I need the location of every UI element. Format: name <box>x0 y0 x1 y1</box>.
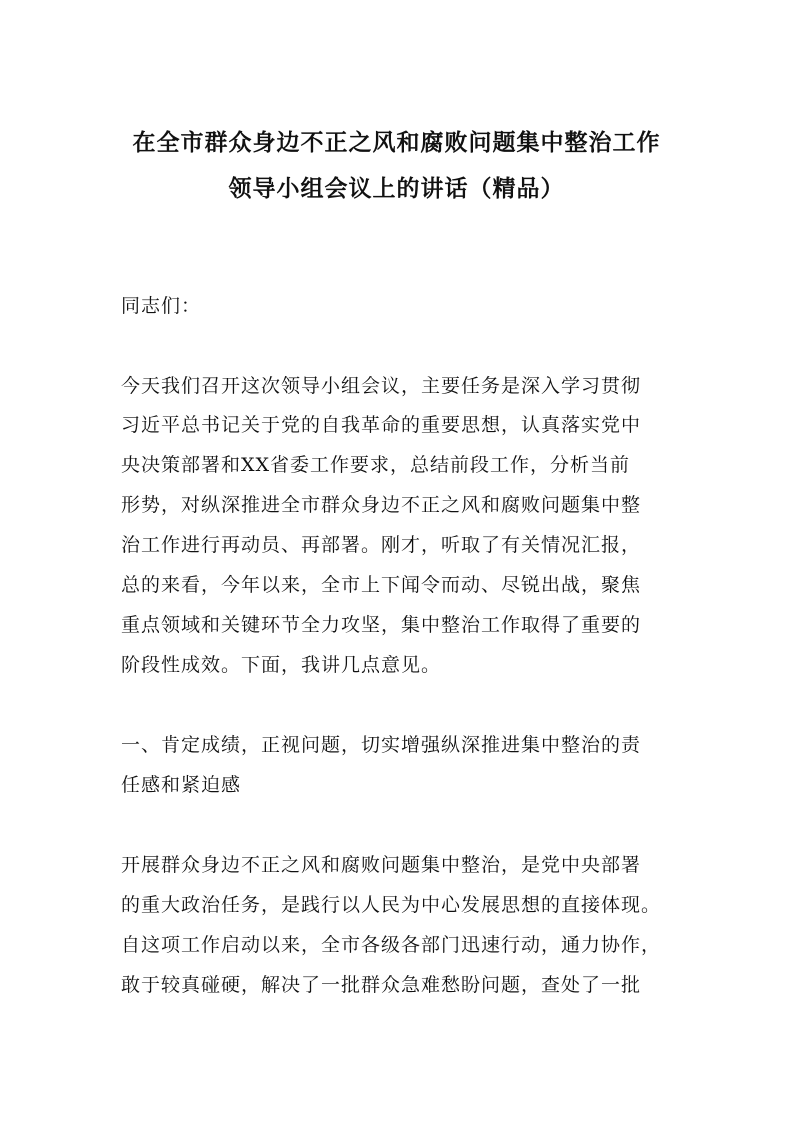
paragraph-1-line: 央决策部署和XX省委工作要求，总结前段工作，分析当前 <box>121 454 631 476</box>
paragraph-1-line: 习近平总书记关于党的自我革命的重要思想，认真落实党中 <box>121 414 642 436</box>
paragraph-2-line: 的重大政治任务，是践行以人民为中心发展思想的直接体现。 <box>121 894 662 916</box>
paragraph-2-line: 敢于较真碰硬，解决了一批群众急难愁盼问题，查处了一批 <box>121 974 642 996</box>
paragraph-1-line: 总的来看，今年以来，全市上下闻令而动、尽锐出战，聚焦 <box>121 574 642 596</box>
paragraph-2-line: 开展群众身边不正之风和腐败问题集中整治，是党中央部署 <box>121 854 642 876</box>
salutation: 同志们： <box>121 295 202 317</box>
document-title-line-1: 在全市群众身边不正之风和腐败问题集中整治工作 <box>132 129 661 156</box>
section-heading-line: 一、肯定成绩，正视问题，切实增强纵深推进集中整治的责 <box>121 734 642 756</box>
paragraph-1-line: 重点领域和关键环节全力攻坚，集中整治工作取得了重要的 <box>121 614 642 636</box>
document-title-line-2: 领导小组会议上的讲话（精品） <box>228 175 565 202</box>
section-heading-line: 任感和紧迫感 <box>121 774 242 796</box>
paragraph-1-line: 治工作进行再动员、再部署。刚才，听取了有关情况汇报， <box>121 534 642 556</box>
paragraph-1-line: 形势，对纵深推进全市群众身边不正之风和腐败问题集中整 <box>121 494 642 516</box>
paragraph-1-line: 今天我们召开这次领导小组会议，主要任务是深入学习贯彻 <box>121 375 642 397</box>
paragraph-1-line: 阶段性成效。下面，我讲几点意见。 <box>121 654 442 676</box>
paragraph-2-line: 自这项工作启动以来，全市各级各部门迅速行动，通力协作， <box>121 934 662 956</box>
